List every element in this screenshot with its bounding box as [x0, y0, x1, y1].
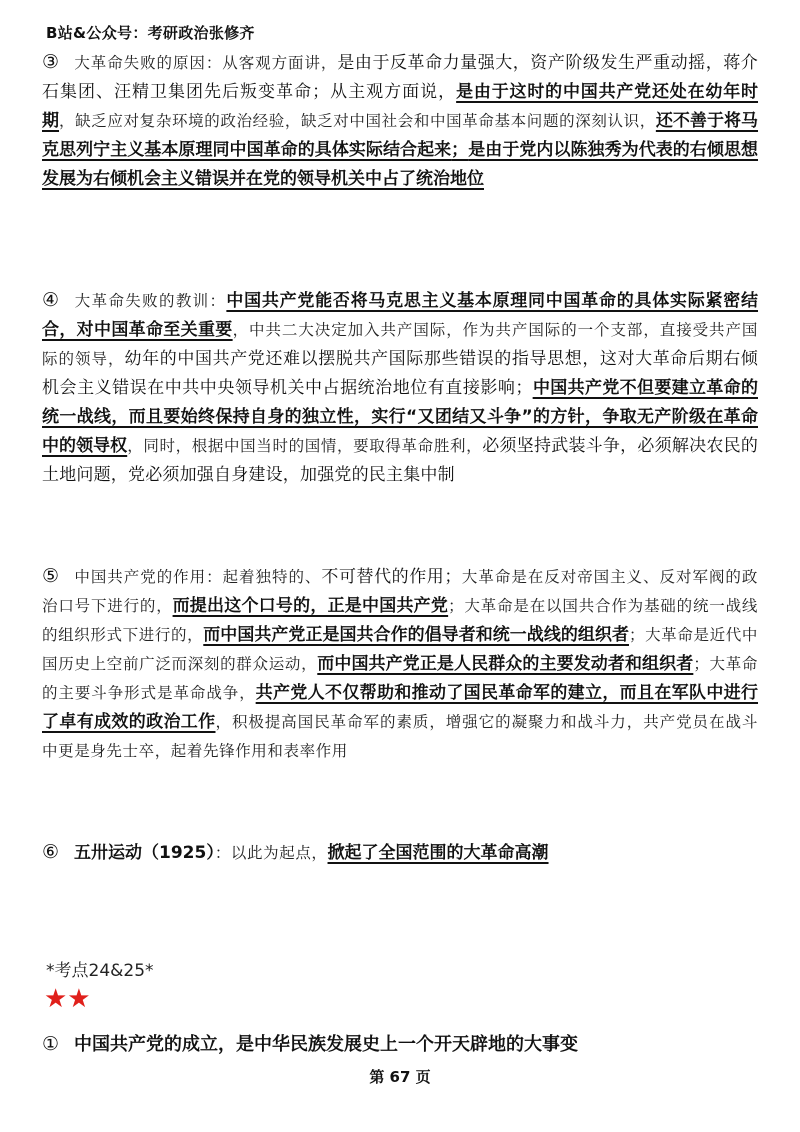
text: ，缺乏应对复杂环境的政治经验，缺乏对中国社会和中国革命基本问题的深刻认识，	[59, 112, 656, 130]
text: 大革命失败的原因：从客观方面讲，	[74, 54, 338, 72]
circled-number: ③	[42, 51, 60, 73]
key-point: 中国共产党能否将马克思主义基本原理同中国革命的具体实际紧密结合，对中国革命至关重要	[42, 291, 759, 340]
event-title: 五卅运动（1925）	[74, 843, 215, 863]
text: ，中共二大决定加入共产国际，作为共产国际的一个支部，直接受共产国际的领导，	[42, 321, 759, 368]
point-5-paragraph	[42, 562, 758, 766]
point-6-paragraph	[42, 838, 758, 868]
page-number: 第 67 页	[369, 1068, 431, 1086]
key-point: 是由于这时的中国共产党还处在幼年时期	[42, 82, 759, 131]
heading-text: 中国共产党的成立，是中华民族发展史上一个开天辟地的大事变	[74, 1034, 578, 1055]
key-point: 中国共产党不但要建立革命的统一战线，而且要始终保持自身的独立性，实行“又团结又斗争”的方针，争取无产阶级在革命中的领导权	[42, 378, 758, 456]
text: ：以此为起点，	[214, 844, 328, 862]
point-3-paragraph	[42, 48, 758, 194]
key-point: 而中国共产党正是国共合作的倡导者和统一战线的组织者	[203, 625, 629, 645]
key-point: 而中国共产党正是人民群众的主要发动者和组织者	[317, 654, 694, 674]
next-point-heading	[42, 1030, 578, 1056]
text: ；大革命的主要斗争形式是革命战争，	[42, 655, 759, 702]
text: ；大革命是在以国共合作为基础的统一战线的组织形式下进行的，	[42, 597, 759, 644]
text: 幼年的中国共产党还难以摆脱共产国际那些错误的指导思想，这对大革命后期右倾机会主义错误在中共中央领导机关中占据统治地位有直接影响；	[42, 349, 758, 398]
key-point: 共产党人不仅帮助和推动了国民革命军的建立，而且在军队中进行了卓有成效的政治工作	[42, 683, 759, 732]
text: ，积极提高国民革命军的素质，增强它的凝聚力和战斗力，共产党员在战斗中更是身先士卒，起着先锋作用和表率作用	[42, 713, 758, 760]
key-point: 还不善于将马克思列宁主义基本原理同中国革命的具体实际结合起来	[42, 111, 759, 160]
page-header: B站&公众号：考研政治张修齐	[46, 24, 255, 42]
exam-point-note: *考点24&25*	[46, 961, 154, 981]
text: 必须坚持武装斗争，必须解决农民的土地问题，党必须加强自身建设，加强党的民主集中制	[42, 436, 759, 485]
circled-number: ①	[42, 1033, 60, 1055]
text: 不可替代的作用；	[321, 567, 462, 587]
text: 大革命失败的教训：	[74, 292, 227, 310]
text: ；大革命是近代中国历史上空前广泛而深刻的群众运动，	[42, 626, 758, 673]
key-point: 是由于党内以陈独秀为代表的右倾思想发展为右倾机会主义错误并在党的领导机关中占了统治地位	[42, 140, 759, 189]
key-point: 掀起了全国范围的大革命高潮	[327, 843, 549, 863]
text: ；	[451, 140, 469, 160]
text: 中国共产党的作用：起着独特的、	[74, 568, 322, 586]
circled-number: ④	[42, 289, 60, 311]
text: ，同时，根据中国当时的国情，要取得革命胜利，	[127, 437, 483, 455]
text: 大革命是在反对帝国主义、反对军阀的政治口号下进行的，	[42, 568, 758, 615]
importance-stars: ★★	[44, 984, 91, 1014]
circled-number: ⑤	[42, 565, 60, 587]
point-4-paragraph	[42, 286, 758, 490]
circled-number: ⑥	[42, 841, 60, 863]
key-point: 而提出这个口号的，正是中国共产党	[172, 596, 449, 616]
text: 是由于反革命力量强大，资产阶级发生严重动摇，蒋介石集团、汪精卫集团先后叛变革命；从主观方面说，	[42, 53, 758, 102]
